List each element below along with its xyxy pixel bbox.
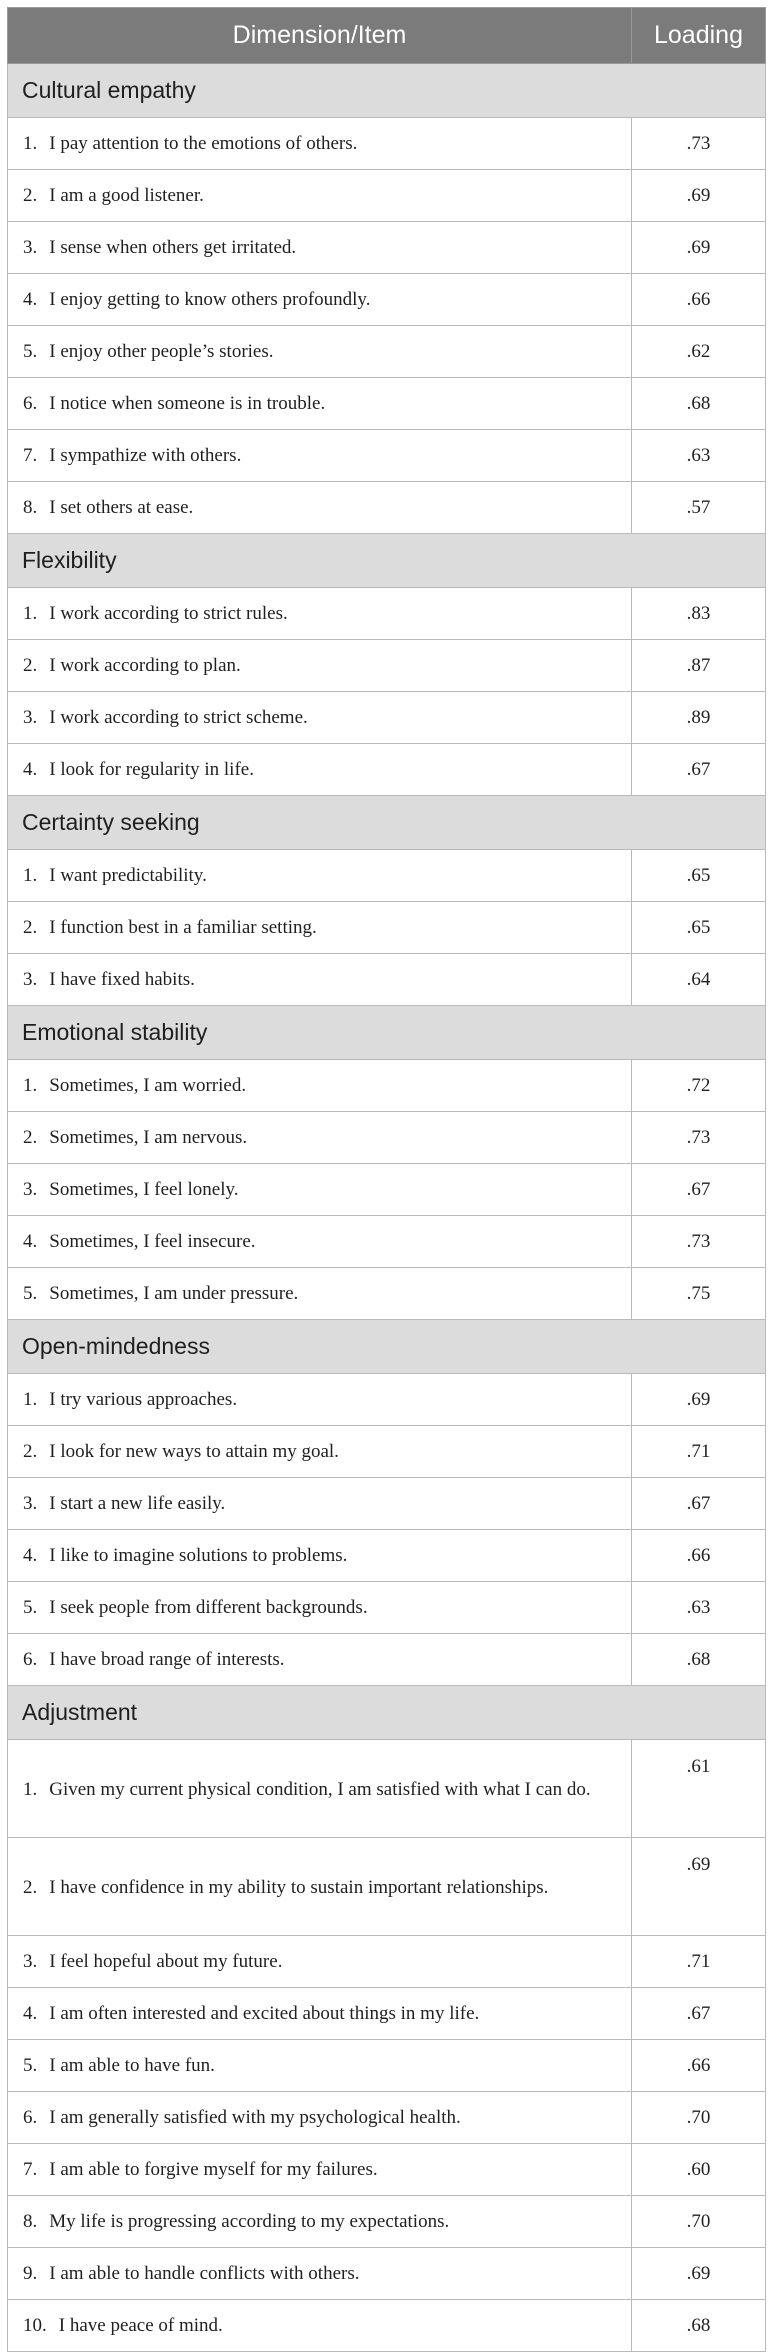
item-cell (8, 1988, 632, 2040)
item-number: 2. (23, 1440, 38, 1462)
table-body (8, 64, 766, 2352)
table-row (8, 1936, 766, 1988)
item-number: 8. (23, 496, 38, 518)
item-cell (8, 2092, 632, 2144)
item-text: I am able to forgive myself for my failures. (49, 2158, 378, 2180)
loading-value: .71 (632, 1426, 766, 1478)
item-number: 4. (23, 288, 38, 310)
loading-value: .63 (632, 430, 766, 482)
item-number: 2. (23, 916, 38, 938)
item-text: I try various approaches. (49, 1388, 238, 1410)
loading-value: .67 (632, 1478, 766, 1530)
item-number: 1. (23, 132, 38, 154)
item-cell (8, 1112, 632, 1164)
item-number: 5. (23, 340, 38, 362)
group-title: Adjustment (8, 1686, 766, 1740)
group-row (8, 796, 766, 850)
table-row (8, 482, 766, 534)
item-cell (8, 430, 632, 482)
item-cell (8, 1374, 632, 1426)
table-row (8, 1988, 766, 2040)
table-row (8, 1634, 766, 1686)
loading-value: .89 (632, 692, 766, 744)
loading-value: .67 (632, 1988, 766, 2040)
table-row (8, 1112, 766, 1164)
item-cell (8, 1478, 632, 1530)
group-title: Open-mindedness (8, 1320, 766, 1374)
table-row (8, 850, 766, 902)
item-number: 4. (23, 758, 38, 780)
table-row (8, 1216, 766, 1268)
item-text: I notice when someone is in trouble. (49, 392, 326, 414)
item-text: Sometimes, I feel lonely. (49, 1178, 239, 1200)
item-cell (8, 1164, 632, 1216)
item-cell (8, 170, 632, 222)
item-cell (8, 2144, 632, 2196)
item-text: I enjoy getting to know others profoundly. (49, 288, 371, 310)
loading-value: .69 (632, 1838, 766, 1936)
item-number: 8. (23, 2210, 38, 2232)
item-number: 3. (23, 1492, 38, 1514)
item-cell (8, 2196, 632, 2248)
loading-value: .65 (632, 902, 766, 954)
item-number: 4. (23, 1230, 38, 1252)
item-number: 3. (23, 968, 38, 990)
loading-value: .71 (632, 1936, 766, 1988)
loading-value: .68 (632, 2300, 766, 2352)
group-title: Certainty seeking (8, 796, 766, 850)
item-number: 2. (23, 1876, 38, 1898)
table-row (8, 1838, 766, 1936)
item-text: I sympathize with others. (49, 444, 242, 466)
table-row (8, 222, 766, 274)
table-row (8, 1060, 766, 1112)
item-text: I set others at ease. (49, 496, 194, 518)
item-number: 5. (23, 1596, 38, 1618)
table-row (8, 954, 766, 1006)
item-text: I look for new ways to attain my goal. (49, 1440, 339, 1462)
table-row (8, 2040, 766, 2092)
table-row (8, 2300, 766, 2352)
loading-value: .70 (632, 2092, 766, 2144)
item-cell (8, 744, 632, 796)
item-text: I work according to strict scheme. (49, 706, 308, 728)
item-text: I have fixed habits. (49, 968, 195, 990)
item-text: I function best in a familiar setting. (49, 916, 317, 938)
item-text: I seek people from different backgrounds. (49, 1596, 368, 1618)
loading-value: .69 (632, 170, 766, 222)
item-cell (8, 1060, 632, 1112)
item-cell (8, 1582, 632, 1634)
item-number: 4. (23, 1544, 38, 1566)
header-loading: Loading (632, 8, 766, 64)
table-header-row (8, 8, 766, 64)
item-cell (8, 222, 632, 274)
table-row (8, 1374, 766, 1426)
loading-value: .57 (632, 482, 766, 534)
group-row (8, 1320, 766, 1374)
item-cell (8, 274, 632, 326)
table-row (8, 2248, 766, 2300)
item-number: 2. (23, 654, 38, 676)
item-number: 1. (23, 1074, 38, 1096)
loading-value: .70 (632, 2196, 766, 2248)
item-text: Sometimes, I am worried. (49, 1074, 247, 1096)
item-number: 3. (23, 706, 38, 728)
item-cell (8, 326, 632, 378)
item-text: I have broad range of interests. (49, 1648, 285, 1670)
item-cell (8, 1838, 632, 1936)
loading-value: .69 (632, 1374, 766, 1426)
item-cell (8, 1268, 632, 1320)
item-number: 3. (23, 1950, 38, 1972)
group-row (8, 1006, 766, 1060)
item-text: My life is progressing according to my expectations. (49, 2210, 450, 2232)
loading-value: .66 (632, 274, 766, 326)
table-row (8, 326, 766, 378)
item-number: 1. (23, 1778, 38, 1800)
item-text: I look for regularity in life. (49, 758, 254, 780)
item-number: 7. (23, 444, 38, 466)
item-cell (8, 954, 632, 1006)
item-number: 10. (23, 2314, 47, 2336)
loading-value: .62 (632, 326, 766, 378)
item-text: Sometimes, I am under pressure. (49, 1282, 299, 1304)
item-number: 2. (23, 184, 38, 206)
table-row (8, 1426, 766, 1478)
item-cell (8, 588, 632, 640)
item-text: I am generally satisfied with my psychological health. (49, 2106, 461, 2128)
loading-value: .63 (632, 1582, 766, 1634)
item-text: Given my current physical condition, I am satisfied with what I can do. (49, 1778, 591, 1800)
item-number: 3. (23, 236, 38, 258)
item-cell (8, 118, 632, 170)
item-cell (8, 2248, 632, 2300)
loading-value: .61 (632, 1740, 766, 1838)
table-row (8, 118, 766, 170)
item-cell (8, 1740, 632, 1838)
item-number: 6. (23, 2106, 38, 2128)
table-row (8, 640, 766, 692)
loading-value: .66 (632, 2040, 766, 2092)
table-row (8, 588, 766, 640)
item-text: I want predictability. (49, 864, 207, 886)
group-title: Flexibility (8, 534, 766, 588)
loading-value: .60 (632, 2144, 766, 2196)
item-cell (8, 640, 632, 692)
item-text: I work according to strict rules. (49, 602, 288, 624)
table-row (8, 1582, 766, 1634)
item-text: I am able to have fun. (49, 2054, 215, 2076)
loading-value: .72 (632, 1060, 766, 1112)
item-cell (8, 2040, 632, 2092)
item-number: 4. (23, 2002, 38, 2024)
group-row (8, 534, 766, 588)
table-row (8, 2144, 766, 2196)
item-text: I start a new life easily. (49, 1492, 226, 1514)
item-text: I enjoy other people’s stories. (49, 340, 274, 362)
item-cell (8, 482, 632, 534)
loading-value: .69 (632, 222, 766, 274)
group-title: Emotional stability (8, 1006, 766, 1060)
item-number: 6. (23, 392, 38, 414)
table-row (8, 170, 766, 222)
loading-value: .65 (632, 850, 766, 902)
loading-value: .87 (632, 640, 766, 692)
item-cell (8, 2300, 632, 2352)
item-text: Sometimes, I am nervous. (49, 1126, 248, 1148)
loading-value: .75 (632, 1268, 766, 1320)
item-cell (8, 1426, 632, 1478)
item-text: I have confidence in my ability to sustain important relationships. (49, 1876, 549, 1898)
table-row (8, 1268, 766, 1320)
loading-value: .73 (632, 1216, 766, 1268)
item-text: I sense when others get irritated. (49, 236, 297, 258)
item-number: 9. (23, 2262, 38, 2284)
item-number: 3. (23, 1178, 38, 1200)
item-number: 2. (23, 1126, 38, 1148)
group-row (8, 1686, 766, 1740)
item-number: 1. (23, 1388, 38, 1410)
item-text: I am able to handle conflicts with others. (49, 2262, 360, 2284)
table-row (8, 378, 766, 430)
item-number: 5. (23, 1282, 38, 1304)
table-row (8, 692, 766, 744)
item-cell (8, 378, 632, 430)
loading-value: .64 (632, 954, 766, 1006)
item-cell (8, 902, 632, 954)
item-text: I have peace of mind. (58, 2314, 223, 2336)
table-row (8, 902, 766, 954)
item-cell (8, 1634, 632, 1686)
item-number: 1. (23, 864, 38, 886)
loading-value: .83 (632, 588, 766, 640)
item-text: I like to imagine solutions to problems. (49, 1544, 348, 1566)
loading-value: .67 (632, 744, 766, 796)
loading-value: .68 (632, 1634, 766, 1686)
item-text: I am often interested and excited about things in my life. (49, 2002, 480, 2024)
item-number: 5. (23, 2054, 38, 2076)
loading-value: .73 (632, 118, 766, 170)
item-text: I feel hopeful about my future. (49, 1950, 283, 1972)
item-number: 7. (23, 2158, 38, 2180)
item-cell (8, 1936, 632, 1988)
group-title: Cultural empathy (8, 64, 766, 118)
item-cell (8, 1216, 632, 1268)
loading-value: .66 (632, 1530, 766, 1582)
item-text: I am a good listener. (49, 184, 204, 206)
item-text: Sometimes, I feel insecure. (49, 1230, 256, 1252)
item-text: I pay attention to the emotions of others. (49, 132, 358, 154)
table-row (8, 2092, 766, 2144)
item-cell (8, 692, 632, 744)
item-cell (8, 850, 632, 902)
table-row (8, 1740, 766, 1838)
header-dimension-item: Dimension/Item (8, 8, 632, 64)
loadings-table (7, 7, 766, 2352)
item-text: I work according to plan. (49, 654, 241, 676)
group-row (8, 64, 766, 118)
table-row (8, 2196, 766, 2248)
loading-value: .68 (632, 378, 766, 430)
table-row (8, 1478, 766, 1530)
loading-value: .73 (632, 1112, 766, 1164)
table-row (8, 274, 766, 326)
item-cell (8, 1530, 632, 1582)
table-row (8, 744, 766, 796)
item-number: 1. (23, 602, 38, 624)
table-row (8, 430, 766, 482)
table-row (8, 1530, 766, 1582)
item-number: 6. (23, 1648, 38, 1670)
table-row (8, 1164, 766, 1216)
loading-value: .69 (632, 2248, 766, 2300)
loading-value: .67 (632, 1164, 766, 1216)
